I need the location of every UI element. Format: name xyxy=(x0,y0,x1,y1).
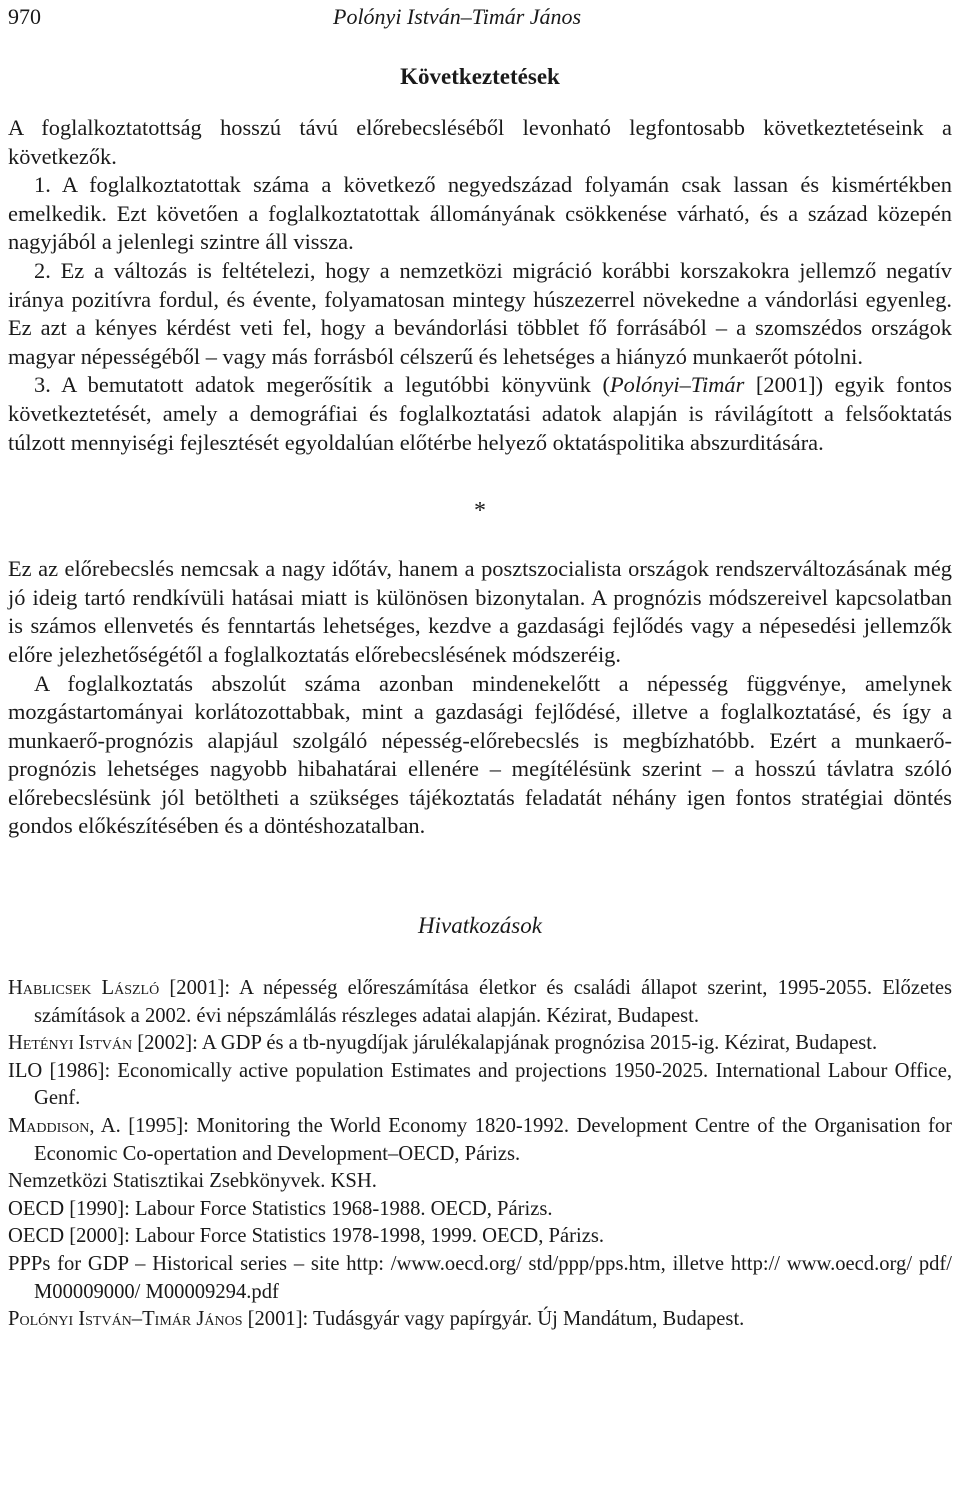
conclusion-item-3-text: 3. A bemutatott adatok megerősítik a legutóbbi könyvünk ( xyxy=(34,372,610,398)
conclusion-item-3 xyxy=(8,371,952,457)
conclusion-item-1: 1. A foglalkoztatottak száma a következő negyedszázad folyamán csak lassan és kismértékben emelkedik. Ezt követően a foglalkoztatottak állományának csökkenése várható, és a század közepén nagyjából a jelenlegi szintre áll vissza. xyxy=(8,172,952,255)
reference-author: Hetényi István xyxy=(8,1032,133,1055)
closing-paragraph-1: Ez az előrebecslés nemcsak a nagy időtáv, hanem a posztszocialista országok rendszerváltozásának még jó ideig tartó rendkívüli hatásai miatt is különösen bizonytalan. A prognózis módszereivel kapcsolatban is számos ellenvetés és fenntartás lehetséges, kezdve a gazdasági fejlődés vagy a népesedési jellemzők előre jelezhetőségétől a foglalkoztatás előrebecslésének módszeréig. xyxy=(8,556,952,667)
reference-text: [2001]: A népesség előreszámítása életkor és családi állapot szerint, 1995-2055. Előzetes számítások a 2002. évi népszámlálás részleges adatai alapján. Kézirat, Budapest. xyxy=(34,977,952,1027)
conclusions-section xyxy=(8,114,952,457)
conclusions-intro: A foglalkoztatottság hosszú távú előrebecsléséből levonható legfontosabb következtetéseink a következők. xyxy=(8,115,952,169)
reference-text: , A. [1995]: Monitoring the World Economy 1820-1992. Development Centre of the Organisation for Economic Co-opertation and Development–OECD, Párizs. xyxy=(34,1115,952,1165)
reference-text: OECD [1990]: Labour Force Statistics 1968-1988. OECD, Párizs. xyxy=(8,1197,553,1220)
reference-entry xyxy=(8,1223,952,1251)
page-number: 970 xyxy=(8,4,41,29)
reference-entry xyxy=(8,1058,952,1113)
reference-text: PPPs for GDP – Historical series – site http: /www.oecd.org/ std/ppp/pps.htm, illetve http:// www.oecd.org/ pdf/ M00009000/ M00009294.pdf xyxy=(8,1253,952,1303)
citation-authors: Polónyi–Timár xyxy=(609,372,745,398)
reference-entry xyxy=(8,1306,952,1334)
reference-author: Polónyi István–Timár János xyxy=(8,1308,243,1331)
reference-entry xyxy=(8,1113,952,1168)
reference-entry xyxy=(8,1168,952,1196)
running-title: Polónyi István–Timár János xyxy=(333,4,582,29)
reference-entry xyxy=(8,1251,952,1306)
reference-entry xyxy=(8,975,952,1030)
reference-entry xyxy=(8,1196,952,1224)
conclusion-item-3-rest: [2001]) egyik fontos következtetését, amely a demográfiai és foglalkoztatási adatok alapján is rávilágított a felsőoktatás túlzott mennyiségi fejlesztését egyoldalúan előtérbe helyező oktatáspolitika abszurditására. xyxy=(8,372,952,455)
references-title: Hivatkozások xyxy=(418,913,542,939)
section-title: Következtetések xyxy=(400,64,560,89)
running-head xyxy=(8,0,952,36)
reference-text: OECD [2000]: Labour Force Statistics 1978-1998, 1999. OECD, Párizs. xyxy=(8,1225,605,1248)
reference-author: Maddison xyxy=(8,1115,90,1138)
references-list xyxy=(8,975,952,1334)
section-separator: * xyxy=(474,498,486,525)
reference-text: [2002]: A GDP és a tb-nyugdíjak járulékalapjának prognózisa 2015-ig. Kézirat, Budapest. xyxy=(132,1032,878,1055)
reference-text: [2001]: Tudásgyár vagy papírgyár. Új Mandátum, Budapest. xyxy=(242,1308,745,1331)
closing-section xyxy=(8,555,952,841)
reference-text: Nemzetközi Statisztikai Zsebkönyvek. KSH. xyxy=(8,1170,377,1193)
reference-entry xyxy=(8,1030,952,1058)
document-page xyxy=(8,0,952,1334)
conclusion-item-2: 2. Ez a változás is feltételezi, hogy a nemzetközi migráció korábbi korszakokra jellemző negatív iránya pozitívra fordul, és évente, folyamatosan mintegy húszezerrel növekedne a vándorlási egyenleg. Ez azt a kényes kérdést veti fel, hogy a bevándorlási többlet fő forrásából – a szomszédos országok magyar népességéből – vagy más forrásból célszerű és lehetséges a hiányzó munkaerőt pótolni. xyxy=(8,257,952,369)
reference-author: Hablicsek László xyxy=(8,977,160,1000)
reference-text: ILO [1986]: Economically active population Estimates and projections 1950-2025. International Labour Office, Genf. xyxy=(8,1059,952,1110)
closing-paragraph-2: A foglalkoztatás abszolút száma azonban mindenekelőtt a népesség függvénye, amelynek mozgástartományai korlátozottabbak, mint a gazdasági fejlődésé, illetve a foglalkoztatásé, és így a munkaerő-prognózis alapjául szolgáló népesség-előrebecslés is megbízhatóbb. Ezért a munkaerő-prognózis lehetséges nagyobb hibahatárai ellenére – megítélésünk szerint – a hosszú távlatra szóló előrebecslésünk jól betöltheti a szükséges tájékoztatás feladatát néhány igen fontos stratégiai döntés gondos előkészítésében és a döntéshozatalban. xyxy=(8,670,952,839)
